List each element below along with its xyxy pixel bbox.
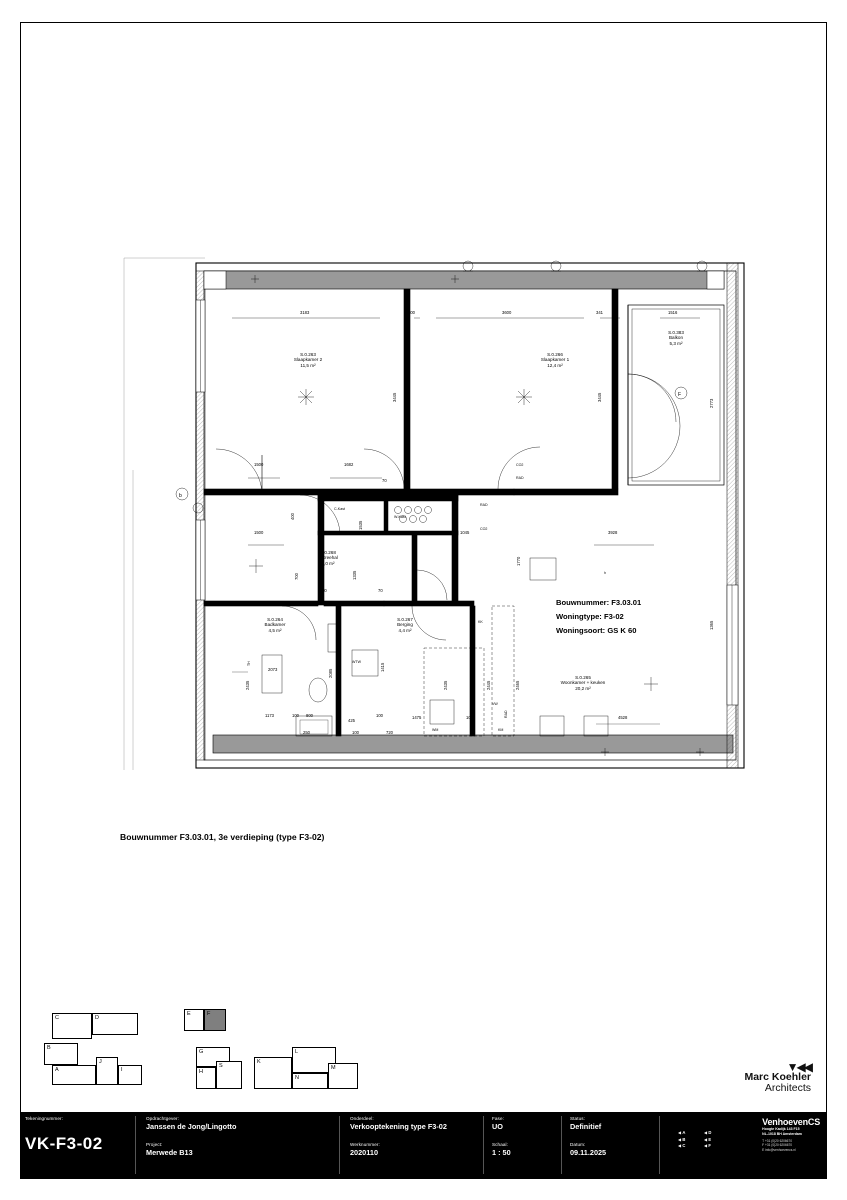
rev-a-label: A — [682, 1130, 686, 1135]
worknumber-value: 2020110 — [350, 1148, 379, 1157]
dim-70b: 70 — [388, 530, 393, 535]
room-code: S.0.383 — [668, 330, 684, 335]
keyplan-label: A — [55, 1067, 59, 1073]
worknumber-label: Werknummer: — [350, 1142, 380, 1147]
dim-70d: 70 — [322, 588, 327, 593]
svg-text:b: b — [179, 493, 182, 499]
room-code: S.0.265 — [575, 675, 591, 680]
room-code: S.0.268 — [320, 550, 336, 555]
dim-1365: 1365 — [709, 620, 714, 630]
room-name: Woonkamer + keuken — [560, 680, 606, 686]
room-name: Badkamer — [264, 622, 286, 628]
dim-70c: 70 — [440, 530, 445, 535]
label-km: KM — [498, 728, 504, 732]
dim-367: 367 — [330, 530, 337, 535]
room-label-badkamer — [240, 617, 310, 633]
dim-3445a: 3445 — [392, 392, 397, 402]
project-value: Merwede B13 — [146, 1148, 193, 1157]
dim-830: 830 — [356, 530, 363, 535]
label-co2-2: RAD — [480, 503, 488, 507]
date-value: 09.11.2025 — [570, 1148, 607, 1157]
room-code: S.0.266 — [547, 352, 563, 357]
dim-1516: 1516 — [668, 310, 678, 315]
room-label-woonkamer-keuken — [528, 675, 638, 691]
dim-1500b: 1500 — [254, 530, 264, 535]
dim-1415: 1415 — [380, 662, 385, 672]
keyplan-block-N[interactable] — [292, 1073, 328, 1089]
room-name: Slaapkamer 2 — [293, 357, 323, 363]
status-value: Definitief — [570, 1122, 602, 1131]
logo-line1: Marc Koehler — [744, 1071, 811, 1083]
dim-2085: 2085 — [328, 668, 333, 678]
dim-1045: 1045 — [460, 530, 470, 535]
subject-value: Verkooptekening type F3-02 — [350, 1122, 447, 1131]
label-c-kast: C-Kast — [334, 507, 345, 511]
dim-2445: 2445 — [486, 680, 491, 690]
drawing-number-value: VK-F3-02 — [25, 1134, 103, 1153]
dim-1535: 1535 — [358, 520, 363, 530]
dim-1335: 1335 — [352, 570, 357, 580]
drawing-number-cell — [25, 1116, 131, 1174]
dim-4528: 4528 — [618, 715, 628, 720]
info-woningtype: Woningtype: F3-02 — [556, 612, 624, 621]
dim-990: 990 — [406, 530, 413, 535]
room-code: S.0.263 — [300, 352, 316, 357]
drawing-number-label: Tekeningnummer: — [25, 1116, 64, 1121]
keyplan-label: F — [207, 1011, 211, 1017]
client-label: Opdrachtgever: — [146, 1116, 180, 1121]
dim-100b: 100 — [292, 713, 299, 718]
venhoevencs-logo — [762, 1117, 820, 1152]
svg-text:F: F — [678, 392, 682, 398]
room-name: Balkon — [668, 335, 684, 341]
subject-label: Onderdeel: — [350, 1116, 374, 1121]
dim-425: 425 — [348, 718, 355, 723]
label-wm: WM — [432, 728, 439, 732]
status-cell — [565, 1112, 655, 1178]
room-code: S.0.267 — [397, 617, 413, 622]
room-label-berging — [370, 617, 440, 633]
keyplan-label: K — [257, 1059, 261, 1065]
label-co2: RAD — [516, 476, 524, 480]
label-th: CO2 — [516, 463, 524, 467]
venhoevencs-name: VenhoevenCS — [762, 1117, 820, 1127]
dim-3600: 3600 — [502, 310, 512, 315]
dim-700: 700 — [294, 573, 299, 580]
keyplan-label: J — [99, 1059, 102, 1065]
keyplan-label: L — [295, 1049, 299, 1055]
phase-cell — [487, 1112, 559, 1178]
keyplan-block-D[interactable] — [92, 1013, 138, 1035]
label-h: h — [604, 571, 606, 575]
dim-100c: 100 — [376, 713, 383, 718]
dim-100d: 100 — [352, 730, 359, 735]
room-area: 20,2 m² — [575, 685, 591, 691]
room-label-entreehal — [290, 550, 366, 566]
keyplan-label: S — [219, 1063, 223, 1069]
room-area: 11,5 m² — [300, 362, 316, 368]
scale-label: Schaal: — [492, 1142, 509, 1147]
label-rad: TH — [247, 661, 251, 666]
rev-a: ◀ A — [678, 1130, 686, 1135]
room-area: 12,4 m² — [547, 362, 563, 368]
dim-2465: 2465 — [515, 680, 520, 690]
room-area: 4,4 m² — [398, 627, 412, 633]
keyplan-block-J[interactable] — [96, 1057, 118, 1085]
rev-f: ◀ F — [704, 1143, 711, 1148]
room-name: Entreehal — [318, 555, 338, 561]
dim-100: 100 — [408, 310, 415, 315]
keyplan-block-M[interactable] — [328, 1063, 358, 1089]
dim-2773: 2773 — [709, 398, 714, 408]
keyplan-label: H — [199, 1069, 203, 1075]
date-label: Datum: — [570, 1142, 586, 1147]
rev-e-label: E — [708, 1136, 712, 1142]
venhoevencs-address1: Hoogte Kadijk 143 F15 — [762, 1127, 800, 1131]
keyplan-label: E — [187, 1011, 191, 1017]
dim-3445b: 3445 — [597, 392, 602, 402]
keyplan-label: M — [331, 1065, 336, 1071]
dim-2435a: 2435 — [245, 680, 250, 690]
venhoevencs-email: E info@venhoevencs.nl — [762, 1147, 796, 1152]
keyplan-block-C[interactable] — [52, 1013, 92, 1039]
keyplan-block-H[interactable] — [196, 1067, 216, 1089]
keyplan-block-F-selected[interactable] — [204, 1009, 226, 1031]
scale-value: 1 : 50 — [492, 1148, 511, 1157]
phase-label: Fase: — [492, 1116, 504, 1121]
marc-koehler-logo — [744, 1062, 811, 1094]
room-label-balkon — [636, 330, 716, 346]
keyplan-label: C — [55, 1015, 59, 1021]
label-vw: VW — [492, 702, 498, 706]
revision-markers — [678, 1130, 730, 1150]
rev-b: ◀ B — [678, 1136, 686, 1142]
keyplan-label: N — [295, 1075, 299, 1081]
dim-400: 400 — [290, 513, 295, 520]
room-name: Berging — [397, 622, 413, 628]
rev-c: ◀ C — [678, 1143, 686, 1148]
info-bouwnummer: Bouwnummer: F3.03.01 — [556, 598, 642, 607]
room-label-slaapkamer-2 — [268, 352, 348, 368]
label-kk: KK — [478, 620, 483, 624]
dim-720: 720 — [386, 730, 393, 735]
dim-3183: 3183 — [300, 310, 310, 315]
keyplan-label: D — [95, 1015, 99, 1021]
room-name: Slaapkamer 1 — [540, 357, 570, 363]
dim-1475: 1475 — [412, 715, 422, 720]
keyplan-block-A[interactable] — [52, 1065, 96, 1085]
venhoevencs-address2: NL-1018 BH Amsterdam — [762, 1131, 802, 1136]
key-plan — [44, 1005, 354, 1090]
dim-1770: 1770 — [516, 556, 521, 566]
keyplan-block-I[interactable] — [118, 1065, 142, 1085]
keyplan-label: B — [47, 1045, 51, 1051]
plan-caption: Bouwnummer F3.03.01, 3e verdieping (type F3-02) — [120, 832, 325, 842]
rev-d-label: D — [708, 1130, 712, 1135]
rev-c-label: C — [682, 1143, 686, 1148]
triangle-icon: ▼◀◀ — [786, 1060, 811, 1074]
venhoevencs-fax: F +31 (0)20 6206670 — [762, 1143, 793, 1148]
room-area: 4,5 m² — [268, 627, 282, 633]
dim-1682: 1682 — [344, 462, 354, 467]
dim-250: 250 — [303, 730, 310, 735]
dim-341: 341 — [596, 310, 603, 315]
room-area: 5,3 m² — [669, 340, 683, 346]
rev-f-label: F — [708, 1143, 711, 1148]
venhoevencs-phone: T +31 (0)20 6206670 — [762, 1139, 792, 1144]
keyplan-label: G — [199, 1049, 204, 1055]
keyplan-block-K[interactable] — [254, 1057, 292, 1089]
keyplan-block-B[interactable] — [44, 1043, 78, 1065]
dim-1500: 1500 — [254, 462, 264, 467]
dim-1173: 1173 — [265, 713, 275, 718]
project-label: Project: — [146, 1142, 163, 1147]
client-cell — [141, 1112, 336, 1178]
phase-value: UO — [492, 1122, 503, 1131]
label-th-2: CO2 — [480, 527, 488, 531]
dim-800: 800 — [306, 713, 313, 718]
label-mv-stelling: RAD — [504, 710, 508, 718]
info-woningsoort: Woningsoort: GS K 60 — [556, 626, 637, 635]
keyplan-block-S[interactable] — [216, 1061, 242, 1089]
dim-2073: 2073 — [268, 667, 278, 672]
label-w-kast: W-Kast — [394, 515, 406, 519]
rev-d: ◀ D — [704, 1130, 712, 1135]
logo-line2: Architects — [764, 1082, 811, 1094]
dim-70e: 70 — [378, 588, 383, 593]
rev-b-label: B — [682, 1136, 686, 1142]
title-block — [21, 1112, 826, 1178]
dim-3928: 3928 — [608, 530, 618, 535]
dim-2435b: 2435 — [443, 680, 448, 690]
dim-100e: 100 — [466, 715, 473, 720]
room-label-slaapkamer-1 — [515, 352, 595, 368]
subject-cell — [345, 1112, 480, 1178]
keyplan-block-E[interactable] — [184, 1009, 204, 1031]
label-wtw: WTW — [352, 660, 361, 664]
keyplan-label: I — [121, 1067, 123, 1073]
status-label: Status: — [570, 1116, 585, 1121]
dim-70a: 70 — [382, 478, 387, 483]
apartment-info-block — [556, 596, 641, 638]
room-area: 5,0 m² — [321, 560, 335, 566]
rev-e: ◀ E — [704, 1136, 712, 1142]
room-code: S.0.264 — [267, 617, 283, 622]
client-value: Janssen de Jong/Lingotto — [146, 1122, 237, 1131]
